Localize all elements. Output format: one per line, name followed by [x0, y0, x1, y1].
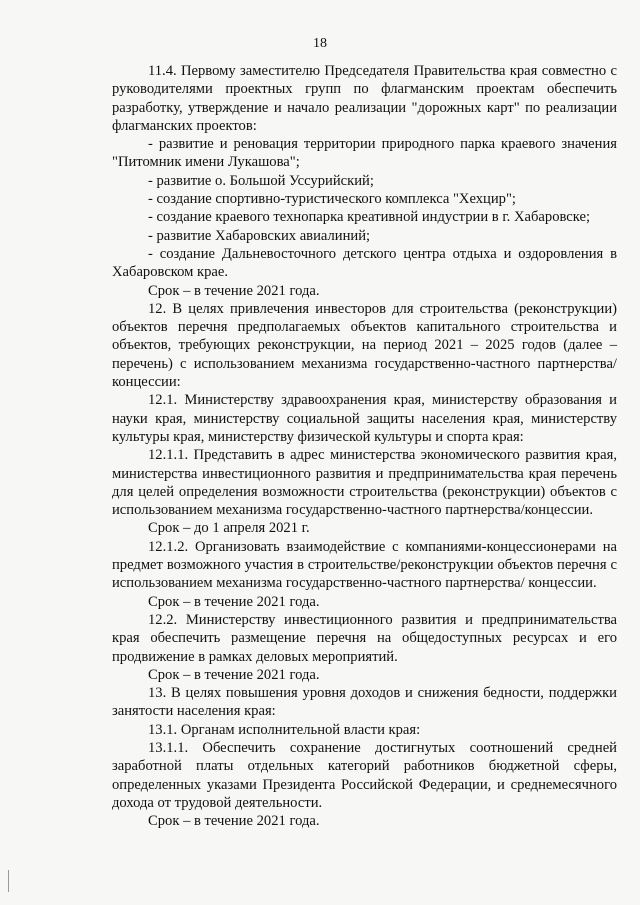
paragraph-12-1-2: 12.1.2. Организовать взаимодействие с компаниями-концессионерами на предмет возможного участия в строительстве/реконструкции объектов перечня с использованием механизма государственно-частного партнерства/ концессии.: [112, 538, 617, 592]
paragraph-12-2: 12.2. Министерству инвестиционного развития и предпринимательства края обеспечить размещение перечня на общедоступных ресурсах и его продвижение в рамках деловых мероприятий.: [112, 611, 617, 665]
list-item-children-center: - создание Дальневосточного детского центра отдыха и оздоровления в Хабаровском крае.: [112, 245, 617, 281]
paragraph-12-1-1: 12.1.1. Представить в адрес министерства экономического развития края, министерства инвестиционного развития и предпринимательства края перечень для целей определения возможности строительства (реконструкции) объектов с использованием механизма государственно-частного партнерства/концессии.: [112, 447, 617, 519]
paragraph-11-4: 11.4. Первому заместителю Председателя Правительства края совместно с руководителями проектных групп по флагманским проектам обеспечить разработку, утверждение и начало реализации "дорожных карт" по реализации флагманских проектов:: [112, 63, 617, 134]
paragraph-12-1: 12.1. Министерству здравоохранения края, министерству образования и науки края, министерству социальной защиты населения края, министерству культуры края, министерству физической культуры и спорта края:: [112, 392, 617, 445]
deadline: Срок – в течение 2021 года.: [148, 666, 320, 683]
paragraph-13-1-1: 13.1.1. Обеспечить сохранение достигнутых соотношений средней заработной платы отдельных категорий работников бюджетной сферы, определенных указами Президента Российской Федерации, и среднемесячного дохода от трудовой деятельности.: [112, 739, 617, 811]
list-item-ussuriysky: - развитие о. Большой Уссурийский;: [148, 172, 374, 189]
page-number: 18: [313, 36, 327, 51]
scan-edge-mark: [8, 870, 15, 892]
list-item-technopark: - создание краевого технопарка креативной индустрии в г. Хабаровске;: [148, 209, 591, 226]
deadline: Срок – в течение 2021 года.: [148, 813, 320, 830]
list-item-khekhtsir: - создание спортивно-туристического комплекса "Хехцир";: [148, 191, 516, 208]
deadline: Срок – в течение 2021 года.: [148, 282, 320, 299]
deadline: Срок – в течение 2021 года.: [148, 593, 320, 610]
deadline: Срок – до 1 апреля 2021 г.: [148, 520, 310, 537]
list-item-airlines: - развитие Хабаровских авиалиний;: [148, 227, 371, 244]
paragraph-12: 12. В целях привлечения инвесторов для строительства (реконструкции) объектов перечня предполагаемых объектов капитального строительства и объектов, требующих реконструкции, на период 2021 – 2025 годов (далее – перечень) с использованием механизма государственно-частного партнерства/концессии:: [112, 300, 617, 391]
document-body: [112, 62, 617, 830]
list-item-pitomnik: - развитие и реновация территории природного парка краевого значения "Питомник имени Лукашова";: [112, 136, 617, 171]
paragraph-13: 13. В целях повышения уровня доходов и снижения бедности, поддержки занятости населения края:: [112, 685, 617, 720]
paragraph-13-1: 13.1. Органам исполнительной власти края:: [148, 721, 421, 738]
